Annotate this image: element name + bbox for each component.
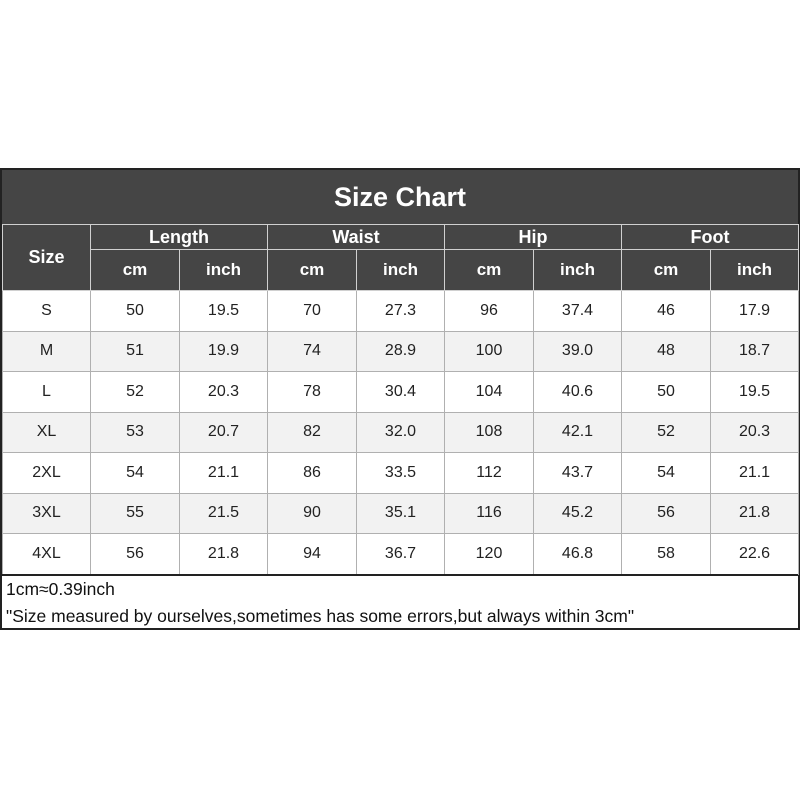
measurement-cell: 40.6 bbox=[534, 372, 622, 413]
table-row bbox=[3, 453, 799, 494]
measurement-cell: 54 bbox=[91, 453, 180, 494]
size-label-cell: 3XL bbox=[3, 493, 91, 534]
measurement-cell: 78 bbox=[268, 372, 357, 413]
measurement-cell: 42.1 bbox=[534, 412, 622, 453]
conversion-note: 1cm≈0.39inch bbox=[6, 579, 115, 599]
measurement-cell: 19.9 bbox=[180, 331, 268, 372]
size-label-cell: 4XL bbox=[3, 534, 91, 575]
measurement-cell: 52 bbox=[622, 412, 711, 453]
measurement-cell: 36.7 bbox=[357, 534, 445, 575]
measurement-cell: 20.3 bbox=[180, 372, 268, 413]
measurement-cell: 27.3 bbox=[357, 291, 445, 332]
measurement-cell: 21.1 bbox=[180, 453, 268, 494]
measurement-cell: 51 bbox=[91, 331, 180, 372]
size-label-cell: L bbox=[3, 372, 91, 413]
measurement-cell: 33.5 bbox=[357, 453, 445, 494]
measurement-cell: 21.1 bbox=[711, 453, 799, 494]
measurement-cell: 17.9 bbox=[711, 291, 799, 332]
measurement-cell: 18.7 bbox=[711, 331, 799, 372]
group-header-foot: Foot bbox=[622, 225, 799, 250]
measurement-cell: 112 bbox=[445, 453, 534, 494]
measurement-cell: 19.5 bbox=[711, 372, 799, 413]
size-label-cell: M bbox=[3, 331, 91, 372]
measurement-cell: 58 bbox=[622, 534, 711, 575]
measurement-cell: 50 bbox=[622, 372, 711, 413]
measurement-cell: 37.4 bbox=[534, 291, 622, 332]
measurement-cell: 46.8 bbox=[534, 534, 622, 575]
unit-header-inch: inch bbox=[180, 250, 268, 291]
measurement-cell: 90 bbox=[268, 493, 357, 534]
table-row bbox=[3, 291, 799, 332]
table-row bbox=[3, 331, 799, 372]
chart-title: Size Chart bbox=[2, 170, 798, 224]
measurement-cell: 39.0 bbox=[534, 331, 622, 372]
unit-header-inch: inch bbox=[711, 250, 799, 291]
measurement-cell: 50 bbox=[91, 291, 180, 332]
measurement-cell: 70 bbox=[268, 291, 357, 332]
measurement-cell: 48 bbox=[622, 331, 711, 372]
unit-header-cm: cm bbox=[445, 250, 534, 291]
measurement-cell: 120 bbox=[445, 534, 534, 575]
measurement-cell: 19.5 bbox=[180, 291, 268, 332]
table-body bbox=[3, 291, 799, 575]
measurement-cell: 82 bbox=[268, 412, 357, 453]
group-header-waist: Waist bbox=[268, 225, 445, 250]
group-header-length: Length bbox=[91, 225, 268, 250]
unit-header-cm: cm bbox=[622, 250, 711, 291]
measurement-cell: 100 bbox=[445, 331, 534, 372]
measurement-cell: 96 bbox=[445, 291, 534, 332]
table-row bbox=[3, 372, 799, 413]
size-column-header: Size bbox=[3, 225, 91, 291]
measurement-cell: 20.3 bbox=[711, 412, 799, 453]
table-row bbox=[3, 534, 799, 575]
measurement-cell: 116 bbox=[445, 493, 534, 534]
measurement-cell: 21.8 bbox=[180, 534, 268, 575]
measurement-cell: 55 bbox=[91, 493, 180, 534]
measurement-cell: 20.7 bbox=[180, 412, 268, 453]
measurement-cell: 52 bbox=[91, 372, 180, 413]
measurement-cell: 32.0 bbox=[357, 412, 445, 453]
measurement-cell: 54 bbox=[622, 453, 711, 494]
measurement-cell: 104 bbox=[445, 372, 534, 413]
measurement-cell: 43.7 bbox=[534, 453, 622, 494]
unit-header-inch: inch bbox=[534, 250, 622, 291]
measurement-cell: 30.4 bbox=[357, 372, 445, 413]
size-label-cell: S bbox=[3, 291, 91, 332]
measurement-cell: 35.1 bbox=[357, 493, 445, 534]
measurement-cell: 45.2 bbox=[534, 493, 622, 534]
disclaimer-note: "Size measured by ourselves,sometimes has some errors,but always within 3cm" bbox=[6, 606, 635, 626]
measurement-cell: 22.6 bbox=[711, 534, 799, 575]
size-table bbox=[2, 224, 799, 575]
measurement-cell: 53 bbox=[91, 412, 180, 453]
table-row bbox=[3, 493, 799, 534]
notes-section bbox=[2, 574, 798, 628]
measurement-cell: 56 bbox=[91, 534, 180, 575]
size-label-cell: 2XL bbox=[3, 453, 91, 494]
measurement-cell: 28.9 bbox=[357, 331, 445, 372]
group-header-hip: Hip bbox=[445, 225, 622, 250]
measurement-cell: 108 bbox=[445, 412, 534, 453]
unit-header-inch: inch bbox=[357, 250, 445, 291]
measurement-cell: 94 bbox=[268, 534, 357, 575]
measurement-cell: 21.8 bbox=[711, 493, 799, 534]
measurement-cell: 56 bbox=[622, 493, 711, 534]
measurement-cell: 74 bbox=[268, 331, 357, 372]
measurement-cell: 46 bbox=[622, 291, 711, 332]
table-row bbox=[3, 412, 799, 453]
unit-header-cm: cm bbox=[268, 250, 357, 291]
unit-header-cm: cm bbox=[91, 250, 180, 291]
size-chart bbox=[0, 168, 800, 630]
measurement-cell: 21.5 bbox=[180, 493, 268, 534]
measurement-cell: 86 bbox=[268, 453, 357, 494]
size-label-cell: XL bbox=[3, 412, 91, 453]
